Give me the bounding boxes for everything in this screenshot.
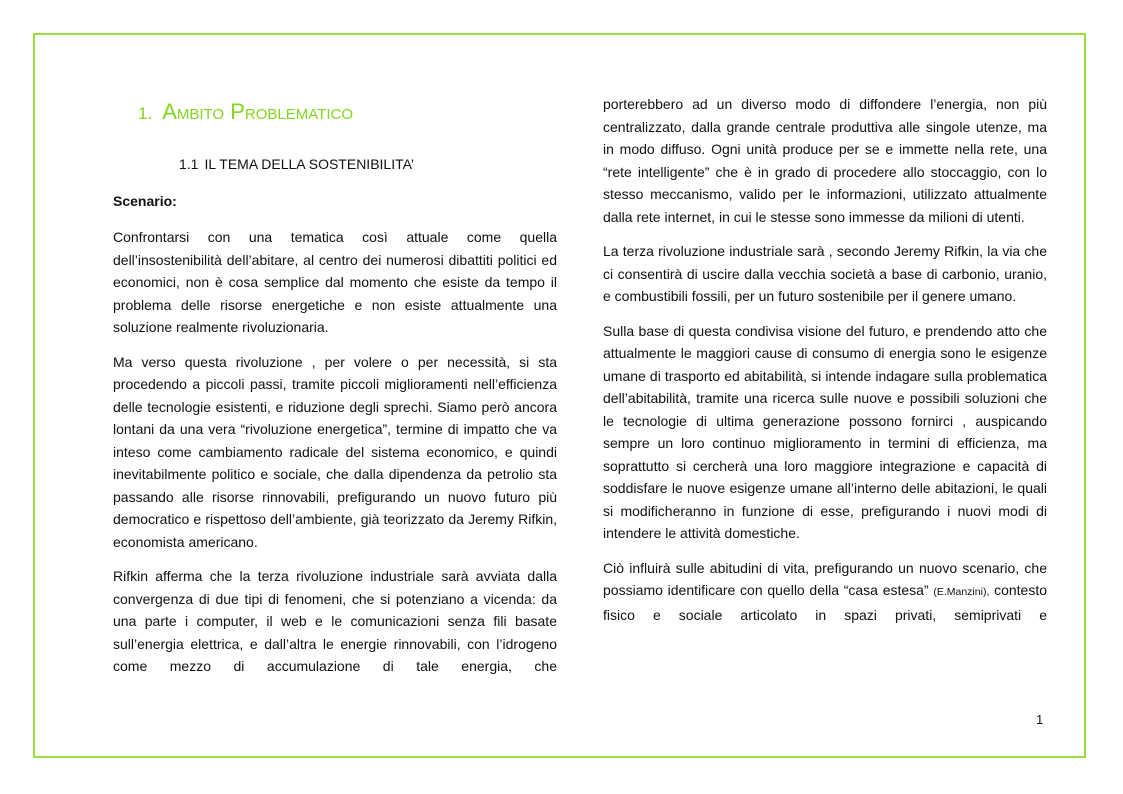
chapter-title-word-2 xyxy=(230,99,353,124)
right-paragraph-3: Sulla base di questa condivisa visione del futuro, e prendendo atto che attualmente le maggiori cause di consumo di energia sono le esigenze umane di trasporto ed abitabilità, si intende indagare sulla problematica dell’abitabilità, tramite una ricerca sulle nuove e possibili soluzioni che le tecnologie di ultima generazione possono fornirci , auspicando sempre un loro continuo miglioramento in termini di efficienza, ma soprattutto si cercherà una loro maggiore integrazione e capacità di soddisfare le nuove esigenze umane all’interno delle abitazioni, le quali si modificheranno in funzione di esse, prefigurando i nuovi modi di intendere le attività domestiche. xyxy=(603,322,1047,541)
right-paragraph-4 xyxy=(603,557,1047,627)
chapter-number: 1. xyxy=(138,104,153,123)
right-paragraph-4-start: Ciò influirà sulle abitudini di vita, prefigurando un nuovo scenario, che possiamo identificare con quello della “casa estesa” xyxy=(603,559,1047,598)
page-number: 1 xyxy=(1036,712,1044,727)
section-title xyxy=(179,154,414,174)
chapter-title-initial-2: P xyxy=(230,99,245,124)
right-paragraph-1: porterebbero ad un diverso modo di diffondere l’energia, non più centralizzato, dalla grande centrale produttiva alle singole utenze, ma in modo diffuso. Ogni unità produce per se e immette nella rete, una “rete intelligente” che è in grado di procedere allo stoccaggio, con lo stesso meccanismo, valido per le informazioni, utilizzato attualmente dalla rete internet, in cui le stesse sono immesse da milioni di utenti. xyxy=(603,96,1047,225)
chapter-title-rest-2: roblematico xyxy=(244,99,353,124)
left-paragraph-2: Ma verso questa rivoluzione , per volere o per necessità, si sta procedendo a piccoli passi, tramite piccoli miglioramenti nell’efficienza delle tecnologie esistenti, e riduzione degli sprechi. Siamo però ancora lontani da una vera “rivoluzione energetica”, termine di impatto che va inteso come cambiamento radicale del sistema economico, e quindi inevitabilmente politico e sociale, che dalla dipendenza da petrolio sta passando alle risorse rinnovabili, prefigurando un nuovo futuro più democratico e rispettoso dell’ambiente, già teorizzato da Jeremy Rifkin, economista americano. xyxy=(113,353,557,550)
chapter-title xyxy=(138,98,353,128)
chapter-title-initial-1: A xyxy=(162,99,177,124)
section-title-text: IL TEMA DELLA SOSTENIBILITA’ xyxy=(204,156,415,172)
scenario-heading: Scenario: xyxy=(113,193,177,209)
chapter-title-word-1 xyxy=(162,99,224,124)
section-number: 1.1 xyxy=(179,156,199,172)
left-paragraph-3: Rifkin afferma che la terza rivoluzione industriale sarà avviata dalla convergenza di due tipi di fenomeni, che si potenziano a vicenda: da una parte i computer, il web e le comunicazioni senza fili basate sull’energia elettrica, e dall’altra le energie rinnovabili, con l’idrogeno come mezzo di accumulazione di tale energia, che xyxy=(113,568,557,674)
right-column xyxy=(603,93,1047,638)
left-paragraph-1: Confrontarsi con una tematica così attuale come quella dell’insostenibilità dell’abitare, al centro dei numerosi dibattiti politici ed economici, non è cosa semplice dal momento che esiste da tempo il problema delle risorse energetiche e non esiste attualmente una soluzione realmente rivoluzionaria. xyxy=(113,229,557,335)
citation-manzini: (E.Manzini), xyxy=(933,586,990,598)
right-paragraph-2: La terza rivoluzione industriale sarà , secondo Jeremy Rifkin, la via che ci consentirà di uscire dalla vecchia società a base di carbonio, uranio, e combustibili fossili, per un futuro sostenibile per il genere umano. xyxy=(603,243,1047,304)
chapter-title-rest-1: mbito xyxy=(176,99,225,124)
left-column xyxy=(113,226,557,690)
right-paragraph-4-end: contesto fisico e sociale articolato in spazi privati, semiprivati e xyxy=(603,582,1048,623)
